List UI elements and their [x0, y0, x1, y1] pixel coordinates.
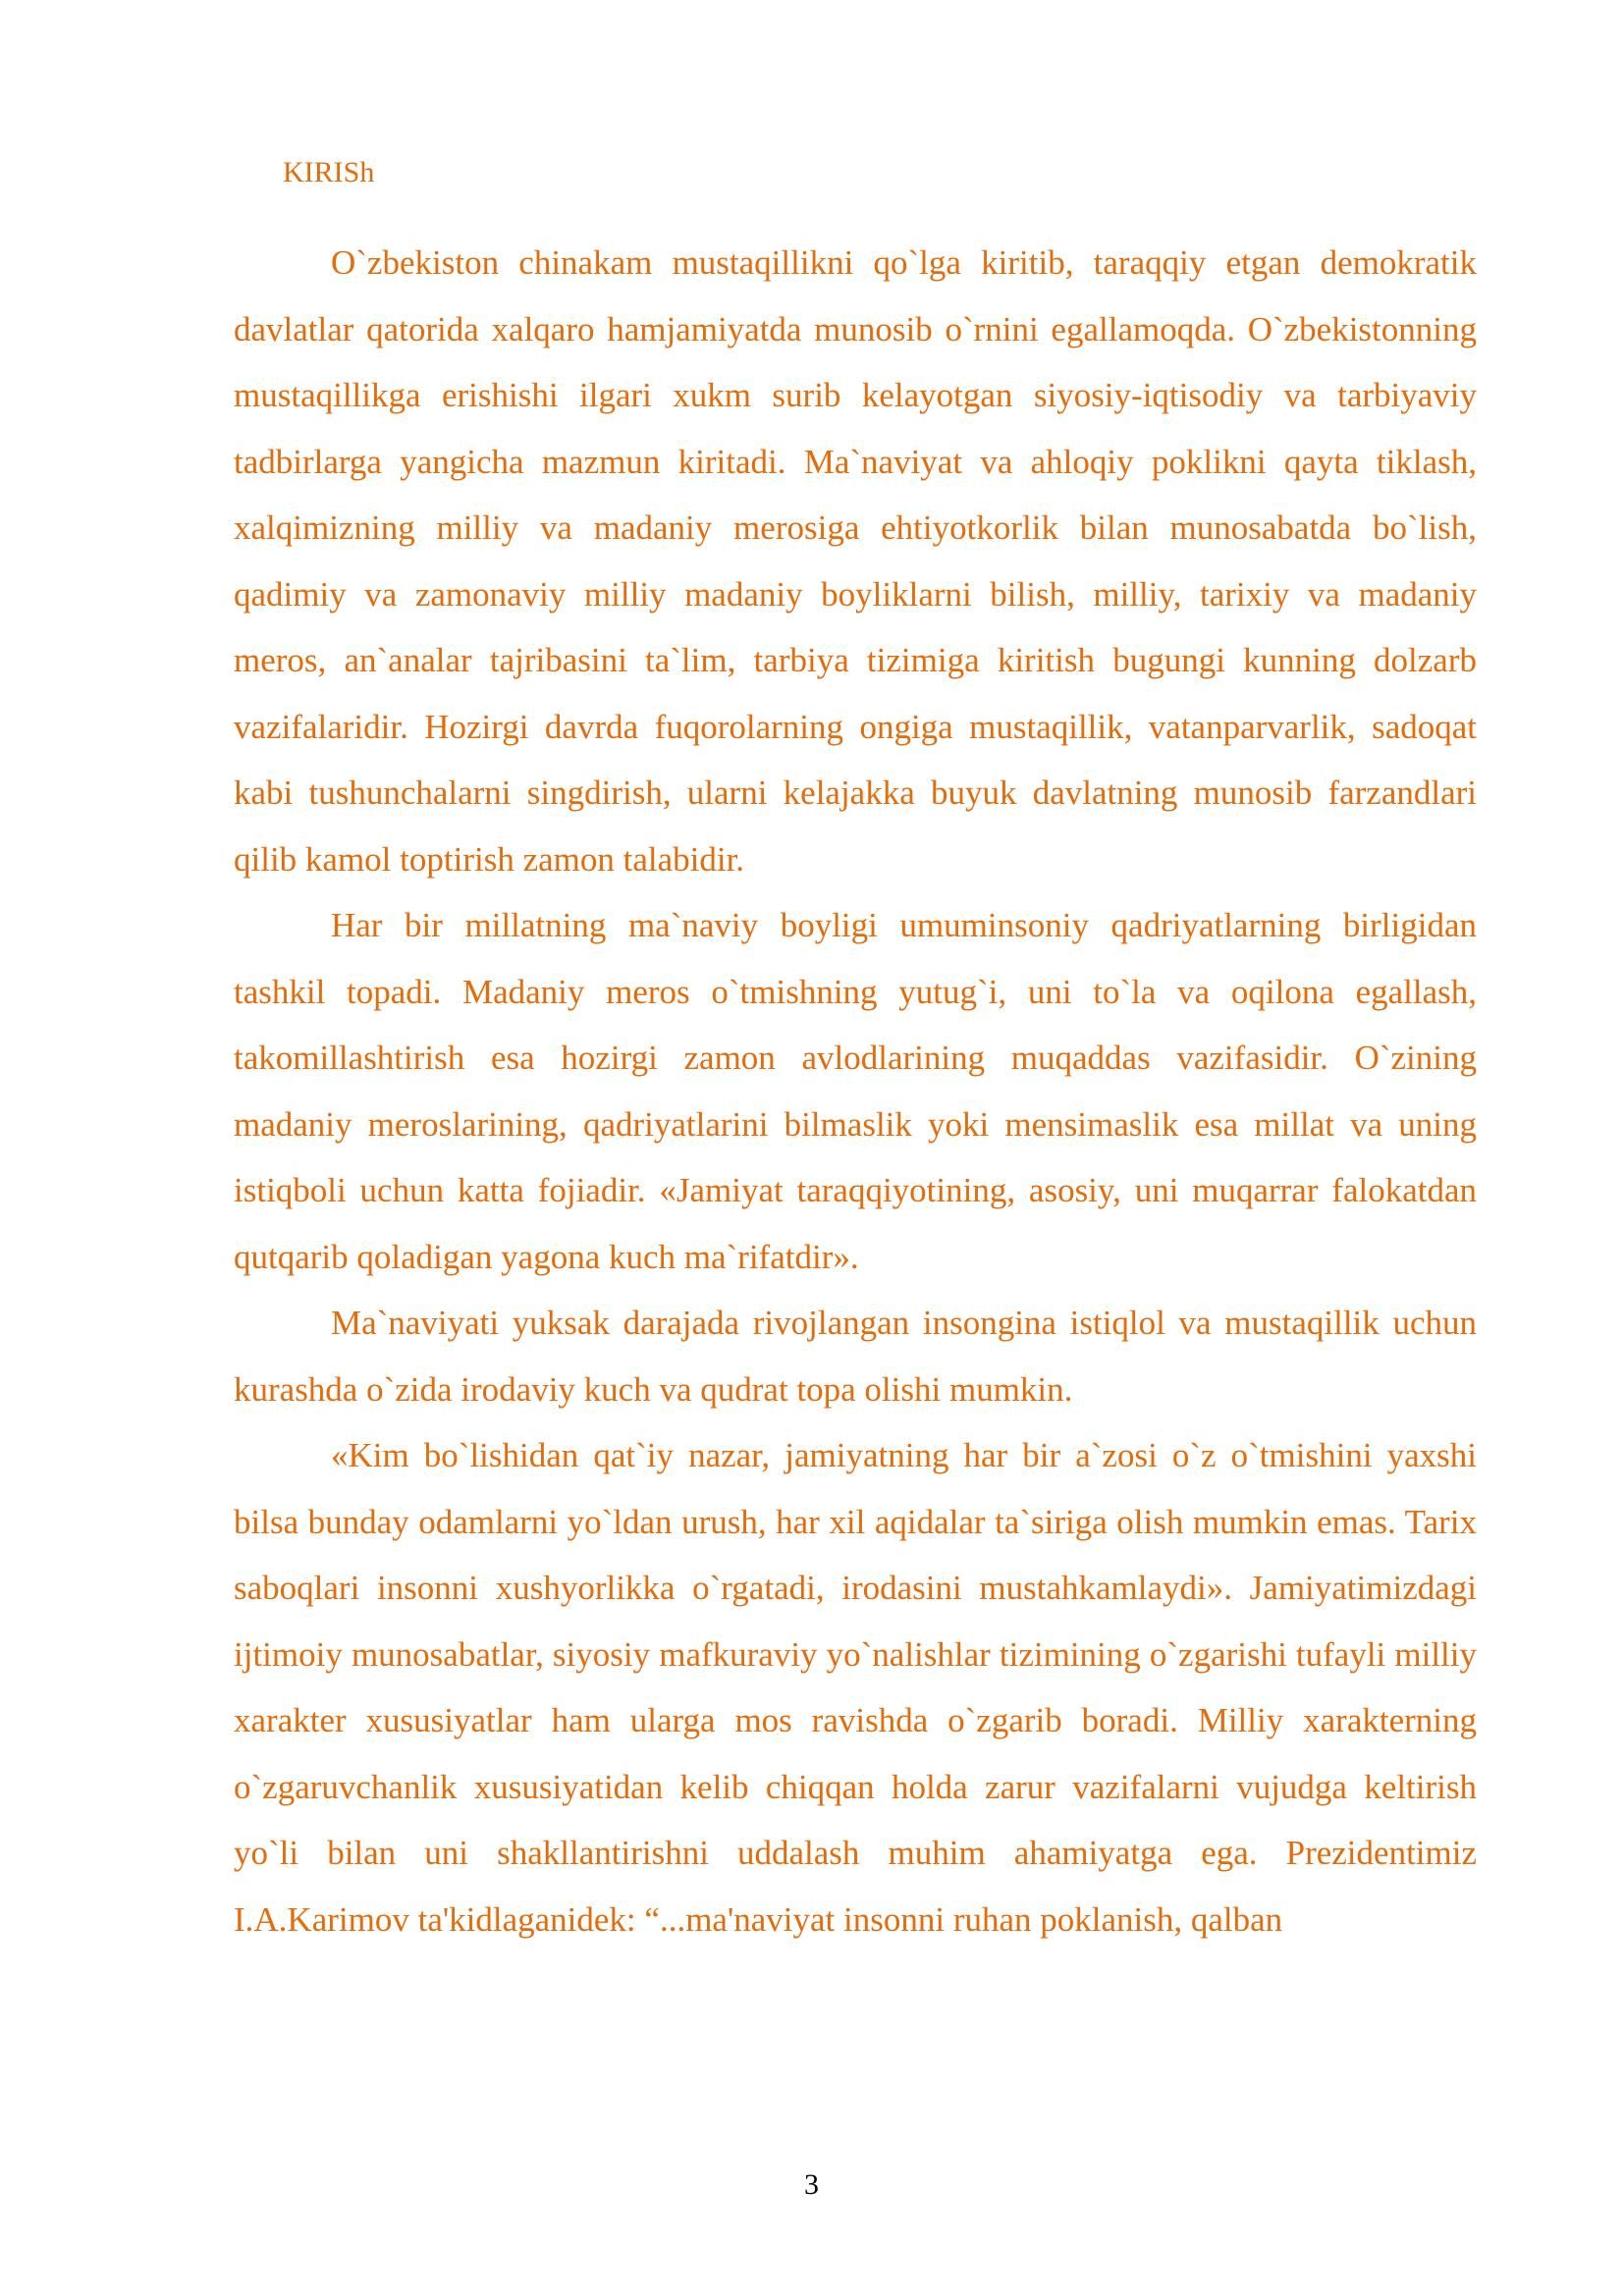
section-heading: KIRISh — [283, 156, 375, 188]
paragraph-4: «Kim bo`lishidan qat`iy nazar, jamiyatning har bir a`zosi o`z o`tmishini yaxshi bilsa bunday odamlarni yo`ldan urush, har xil aqidalar ta`siriga olish mumkin emas. Tarix saboqlari insonni xushyorlikka o`rgatadi, irodasini mustahkamlaydi». Jamiyatimizdagi ijtimoiy munosabatlar, siyosiy mafkuraviy yo`nalishlar tizimining o`zgarishi tufayli milliy xarakter xususiyatlar ham ularga mos ravishda o`zgarib boradi. Milliy xarakterning o`zgaruvchanlik xususiyatidan kelib chiqqan holda zarur vazifalarni vujudga keltirish yo`li bilan uni shakllantirishni uddalash muhim ahamiyatga ega. Prezidentimiz I.A.Karimov ta'kidlaganidek: “...ma'naviyat insonni ruhan poklanish, qalban — [234, 1436, 1477, 1939]
paragraph-3: Ma`naviyati yuksak darajada rivojlangan insongina istiqlol va mustaqillik uchun kurashda o`zida irodaviy kuch va qudrat topa olishi mumkin. — [234, 1304, 1477, 1409]
paragraph-1: O`zbekiston chinakam mustaqillikni qo`lga kiritib, taraqqiy etgan demokratik davlatlar qatorida xalqaro hamjamiyatda munosib o`rnini egallamoqda. O`zbekistonning mustaqillikga erishishi ilgari xukm surib kelayotgan siyosiy-iqtisodiy va tarbiyaviy tadbirlarga yangicha mazmun kiritadi. Ma`naviyat va ahloqiy poklikni qayta tiklash, xalqimizning milliy va madaniy merosiga ehtiyotkorlik bilan munosabatda bo`lish, qadimiy va zamonaviy milliy madaniy boyliklarni bilish, milliy, tarixiy va madaniy meros, an`analar tajribasini ta`lim, tarbiya tizimiga kiritish bugungi kunning dolzarb vazifalaridir. Hozirgi davrda fuqorolarning ongiga mustaqillik, vatanparvarlik, sadoqat kabi tushunchalarni singdirish, ularni kelajakka buyuk davlatning munosib farzandlari qilib kamol toptirish zamon talabidir. — [234, 243, 1477, 879]
body-text — [234, 230, 1477, 1952]
page-number: 3 — [804, 2168, 819, 2201]
paragraph-2: Har bir millatning ma`naviy boyligi umuminsoniy qadriyatlarning birligidan tashkil topadi. Madaniy meros o`tmishning yutug`i, uni to`la va oqilona egallash, takomillashtirish esa hozirgi zamon avlodlarining muqaddas vazifasidir. O`zining madaniy meroslarining, qadriyatlarini bilmaslik yoki mensimaslik esa millat va uning istiqboli uchun katta fojiadir. «Jamiyat taraqqiyotining, asosiy, uni muqarrar falokatdan qutqarib qoladigan yagona kuch ma`rifatdir». — [234, 906, 1477, 1276]
